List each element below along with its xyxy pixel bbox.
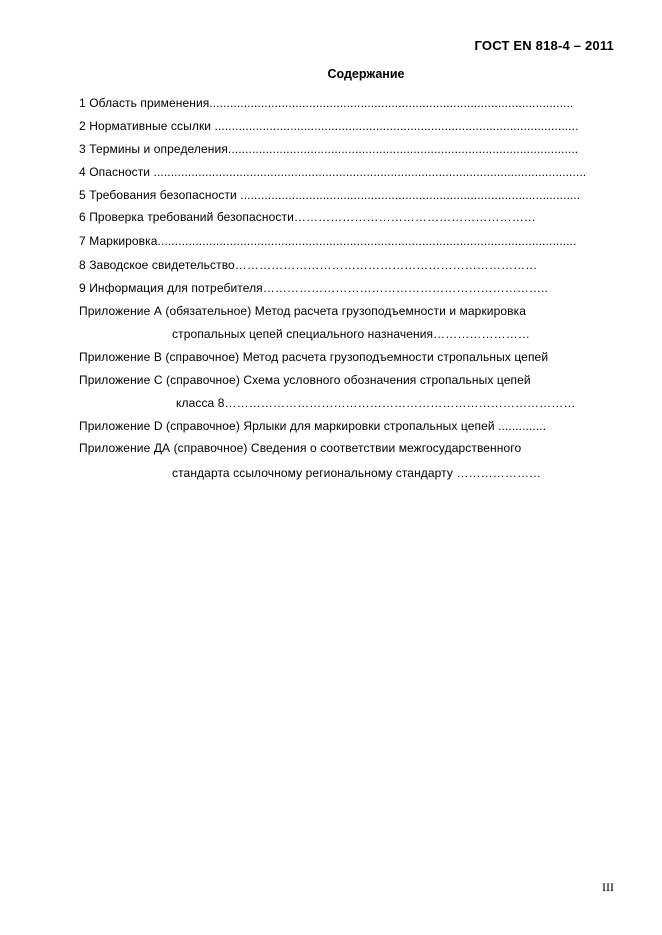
toc-entry-2: 2 Нормативные ссылки ..........................................................................................................	[79, 119, 579, 133]
toc-appendix-a-cont: стропальных цепей специального назначения……………………	[172, 327, 530, 341]
toc-entry-7: 7 Маркировка..........................................................................................................................	[79, 234, 577, 248]
toc-entry-4: 4 Опасности ..............................................................................................................................	[79, 165, 587, 179]
toc-entry-5: 5 Требования безопасности ...................................................................................................	[79, 188, 581, 202]
page-number: III	[602, 880, 614, 894]
toc-entry-3: 3 Термины и определения......................................................................................................	[79, 142, 579, 156]
toc-appendix-a: Приложение А (обязательное) Метод расчета грузоподъемности и маркировка	[79, 304, 527, 318]
toc-entry-1: 1 Область применения..........................................................................................................	[79, 96, 574, 110]
document-code-header: ГОСТ EN 818-4 – 2011	[474, 38, 614, 53]
toc-appendix-b: Приложение В (справочное) Метод расчета грузоподъемности стропальных цепей	[79, 350, 549, 364]
toc-entry-6: 6 Проверка требований безопасности……………………………………………………	[79, 210, 536, 224]
toc-appendix-c: Приложение С (справочное) Схема условного обозначения стропальных цепей	[79, 373, 531, 387]
toc-appendix-da-cont: стандарта ссылочному региональному стандарту …………………	[172, 466, 542, 480]
page-title: Содержание	[327, 67, 405, 81]
toc-appendix-d: Приложение D (справочное) Ярлыки для маркировки стропальных цепей ..............	[79, 419, 547, 433]
toc-appendix-c-cont: класса 8……………………………………………………………………………	[176, 396, 576, 410]
toc-entry-9: 9 Информация для потребителя……………………………………………………………..	[79, 281, 548, 295]
toc-appendix-da: Приложение ДА (справочное) Сведения о соответствии межгосударственного	[79, 441, 522, 455]
toc-entry-8: 8 Заводское свидетельство…………………………………………………………………	[79, 258, 538, 272]
